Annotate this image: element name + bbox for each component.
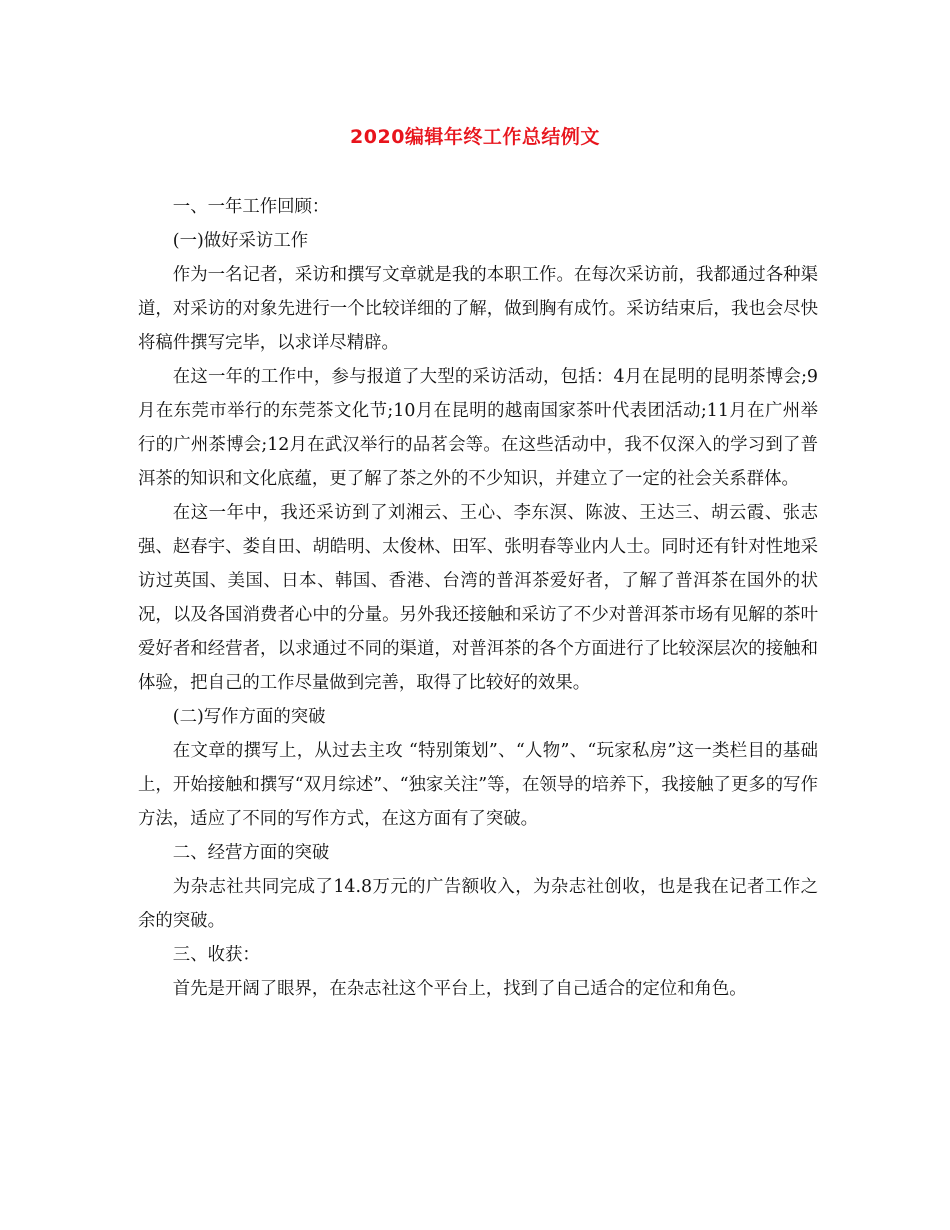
- paragraph-interviewees: 在这一年中，我还采访到了刘湘云、王心、李东溟、陈波、王达三、胡云霞、张志强、赵春宇、娄自田、胡皓明、太俊林、田军、张明春等业内人士。同时还有针对性地采访过英国、美国、日本、韩国、香港、台湾的普洱茶爱好者，了解了普洱茶在国外的状况，以及各国消费者心中的分量。另外我还接触和采访了不少对普洱茶市场有见解的茶叶爱好者和经营者，以求通过不同的渠道，对普洱茶的各个方面进行了比较深层次的接触和体验，把自己的工作尽量做到完善，取得了比较好的效果。: [138, 503, 818, 693]
- section-heading-gains: 三、收获：: [172, 945, 260, 965]
- paragraph-activities: 在这一年的工作中，参与报道了大型的采访活动，包括：4月在昆明的昆明茶博会;9月在东莞市举行的东莞茶文化节;10月在昆明的越南国家茶叶代表团活动;11月在广州举行的广州茶博会;12月在武汉举行的品茗会等。在这些活动中，我不仅深入的学习到了普洱茶的知识和文化底蕴，更了解了茶之外的不少知识，并建立了一定的社会关系群体。: [138, 367, 818, 489]
- paragraph-business: 为杂志社共同完成了14.8万元的广告额收入，为杂志社创收，也是我在记者工作之余的突破。: [138, 877, 818, 931]
- paragraph-writing: 在文章的撰写上，从过去主攻 “特别策划”、“人物”、“玩家私房”这一类栏目的基础上，开始接触和撰写“双月综述”、“独家关注”等，在领导的培养下，我接触了更多的写作方法，适应了不同的写作方式，在这方面有了突破。: [138, 741, 818, 829]
- subsection-heading-interviews: (一)做好采访工作: [172, 231, 309, 251]
- section-heading-review: 一、一年工作回顾：: [172, 197, 330, 217]
- section-heading-business: 二、经营方面的突破: [172, 843, 330, 863]
- document-title: 2020编辑年终工作总结例文: [350, 126, 600, 148]
- paragraph-reporter-duty: 作为一名记者，采访和撰写文章就是我的本职工作。在每次采访前，我都通过各种渠道，对采访的对象先进行一个比较详细的了解，做到胸有成竹。采访结束后，我也会尽快将稿件撰写完毕，以求详尽精辟。: [138, 265, 818, 353]
- document-body: [138, 190, 818, 1006]
- subsection-heading-writing: (二)写作方面的突破: [172, 707, 326, 727]
- paragraph-gains: 首先是开阔了眼界，在杂志社这个平台上，找到了自己适合的定位和角色。: [172, 979, 747, 999]
